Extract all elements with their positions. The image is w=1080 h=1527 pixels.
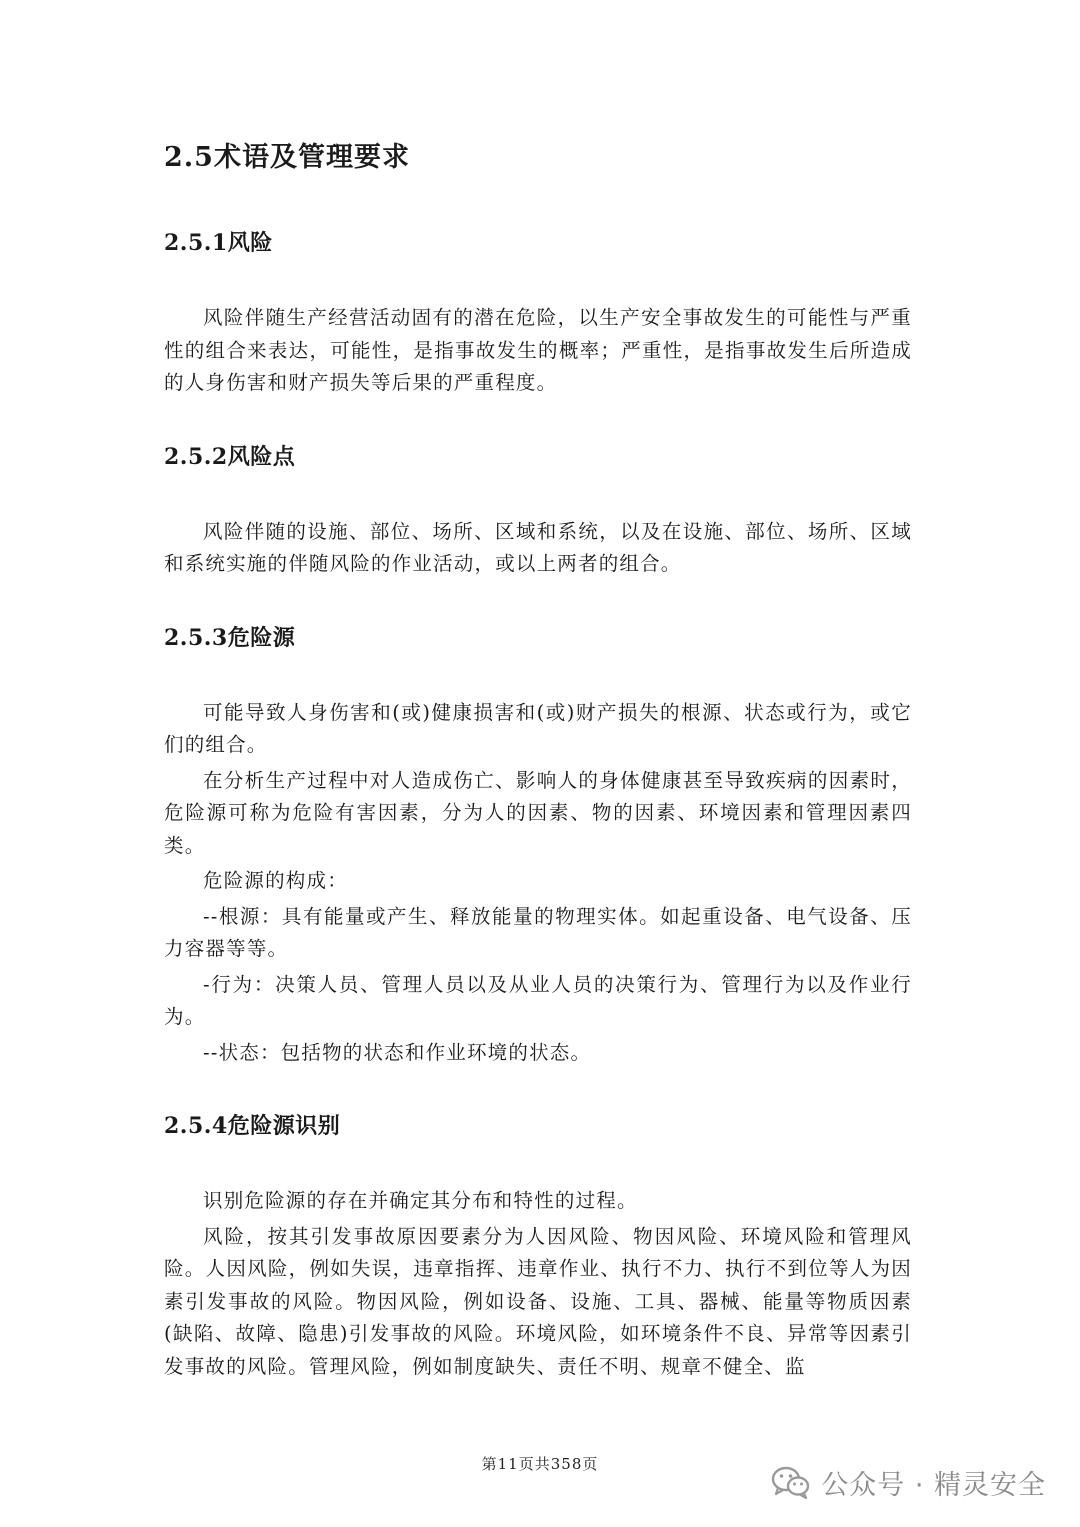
subsection-title-risk: 2.5.1风险 — [164, 230, 273, 256]
subsection-title-risk-point: 2.5.2风险点 — [164, 443, 296, 470]
paragraph: 风险伴随生产经营活动固有的潜在危险，以生产安全事故发生的可能性与严重性的组合来表达，可能性，是指事故发生的概率；严重性，是指事故发生后所造成的人身伤害和财产损失等后果的严重程度。 — [164, 306, 912, 394]
paragraph: 风险伴随的设施、部位、场所、区域和系统，以及在设施、部位、场所、区域和系统实施的伴随风险的作业活动，或以上两者的组合。 — [164, 519, 912, 575]
paragraph: --状态：包括物的状态和作业环境的状态。 — [203, 1040, 592, 1064]
watermark — [771, 1462, 1046, 1502]
wechat-icon — [771, 1465, 811, 1499]
page-number: 第11页共358页 — [481, 1455, 599, 1473]
paragraph: 风险，按其引发事故原因要素分为人因风险、物因风险、环境风险和管理风险。人因风险，例如失误，违章指挥、违章作业、执行不力、执行不到位等人为因素引发事故的风险。物因风险，例如设备、设施、工具、器械、能量等物质因素(缺陷、故障、隐患)引发事故的风险。环境风险，如环境条件不良、异常等因素引发事故的风险。管理风险，例如制度缺失、责任不明、规章不健全、监 — [164, 1224, 912, 1378]
paragraph: --根源：具有能量或产生、释放能量的物理实体。如起重设备、电气设备、压力容器等等。 — [164, 904, 912, 960]
paragraph: 在分析生产过程中对人造成伤亡、影响人的身体健康甚至导致疾病的因素时，危险源可称为危险有害因素，分为人的因素、物的因素、环境因素和管理因素四类。 — [164, 768, 912, 857]
section-title: 2.5术语及管理要求 — [164, 142, 410, 173]
paragraph: -行为：决策人员、管理人员以及从业人员的决策行为、管理行为以及作业行为。 — [164, 972, 912, 1028]
paragraph: 可能导致人身伤害和(或)健康损害和(或)财产损失的根源、状态或行为，或它们的组合。 — [164, 700, 912, 756]
page-content — [164, 140, 912, 1383]
paragraph: 危险源的构成： — [203, 869, 348, 892]
subsection-title-hazard-identification: 2.5.4危险源识别 — [164, 1113, 341, 1139]
paragraph: 识别危险源的存在并确定其分布和特性的过程。 — [203, 1189, 638, 1212]
subsection-title-hazard: 2.5.3危险源 — [164, 624, 296, 651]
watermark-text: 公众号 · 精灵安全 — [821, 1469, 1046, 1501]
